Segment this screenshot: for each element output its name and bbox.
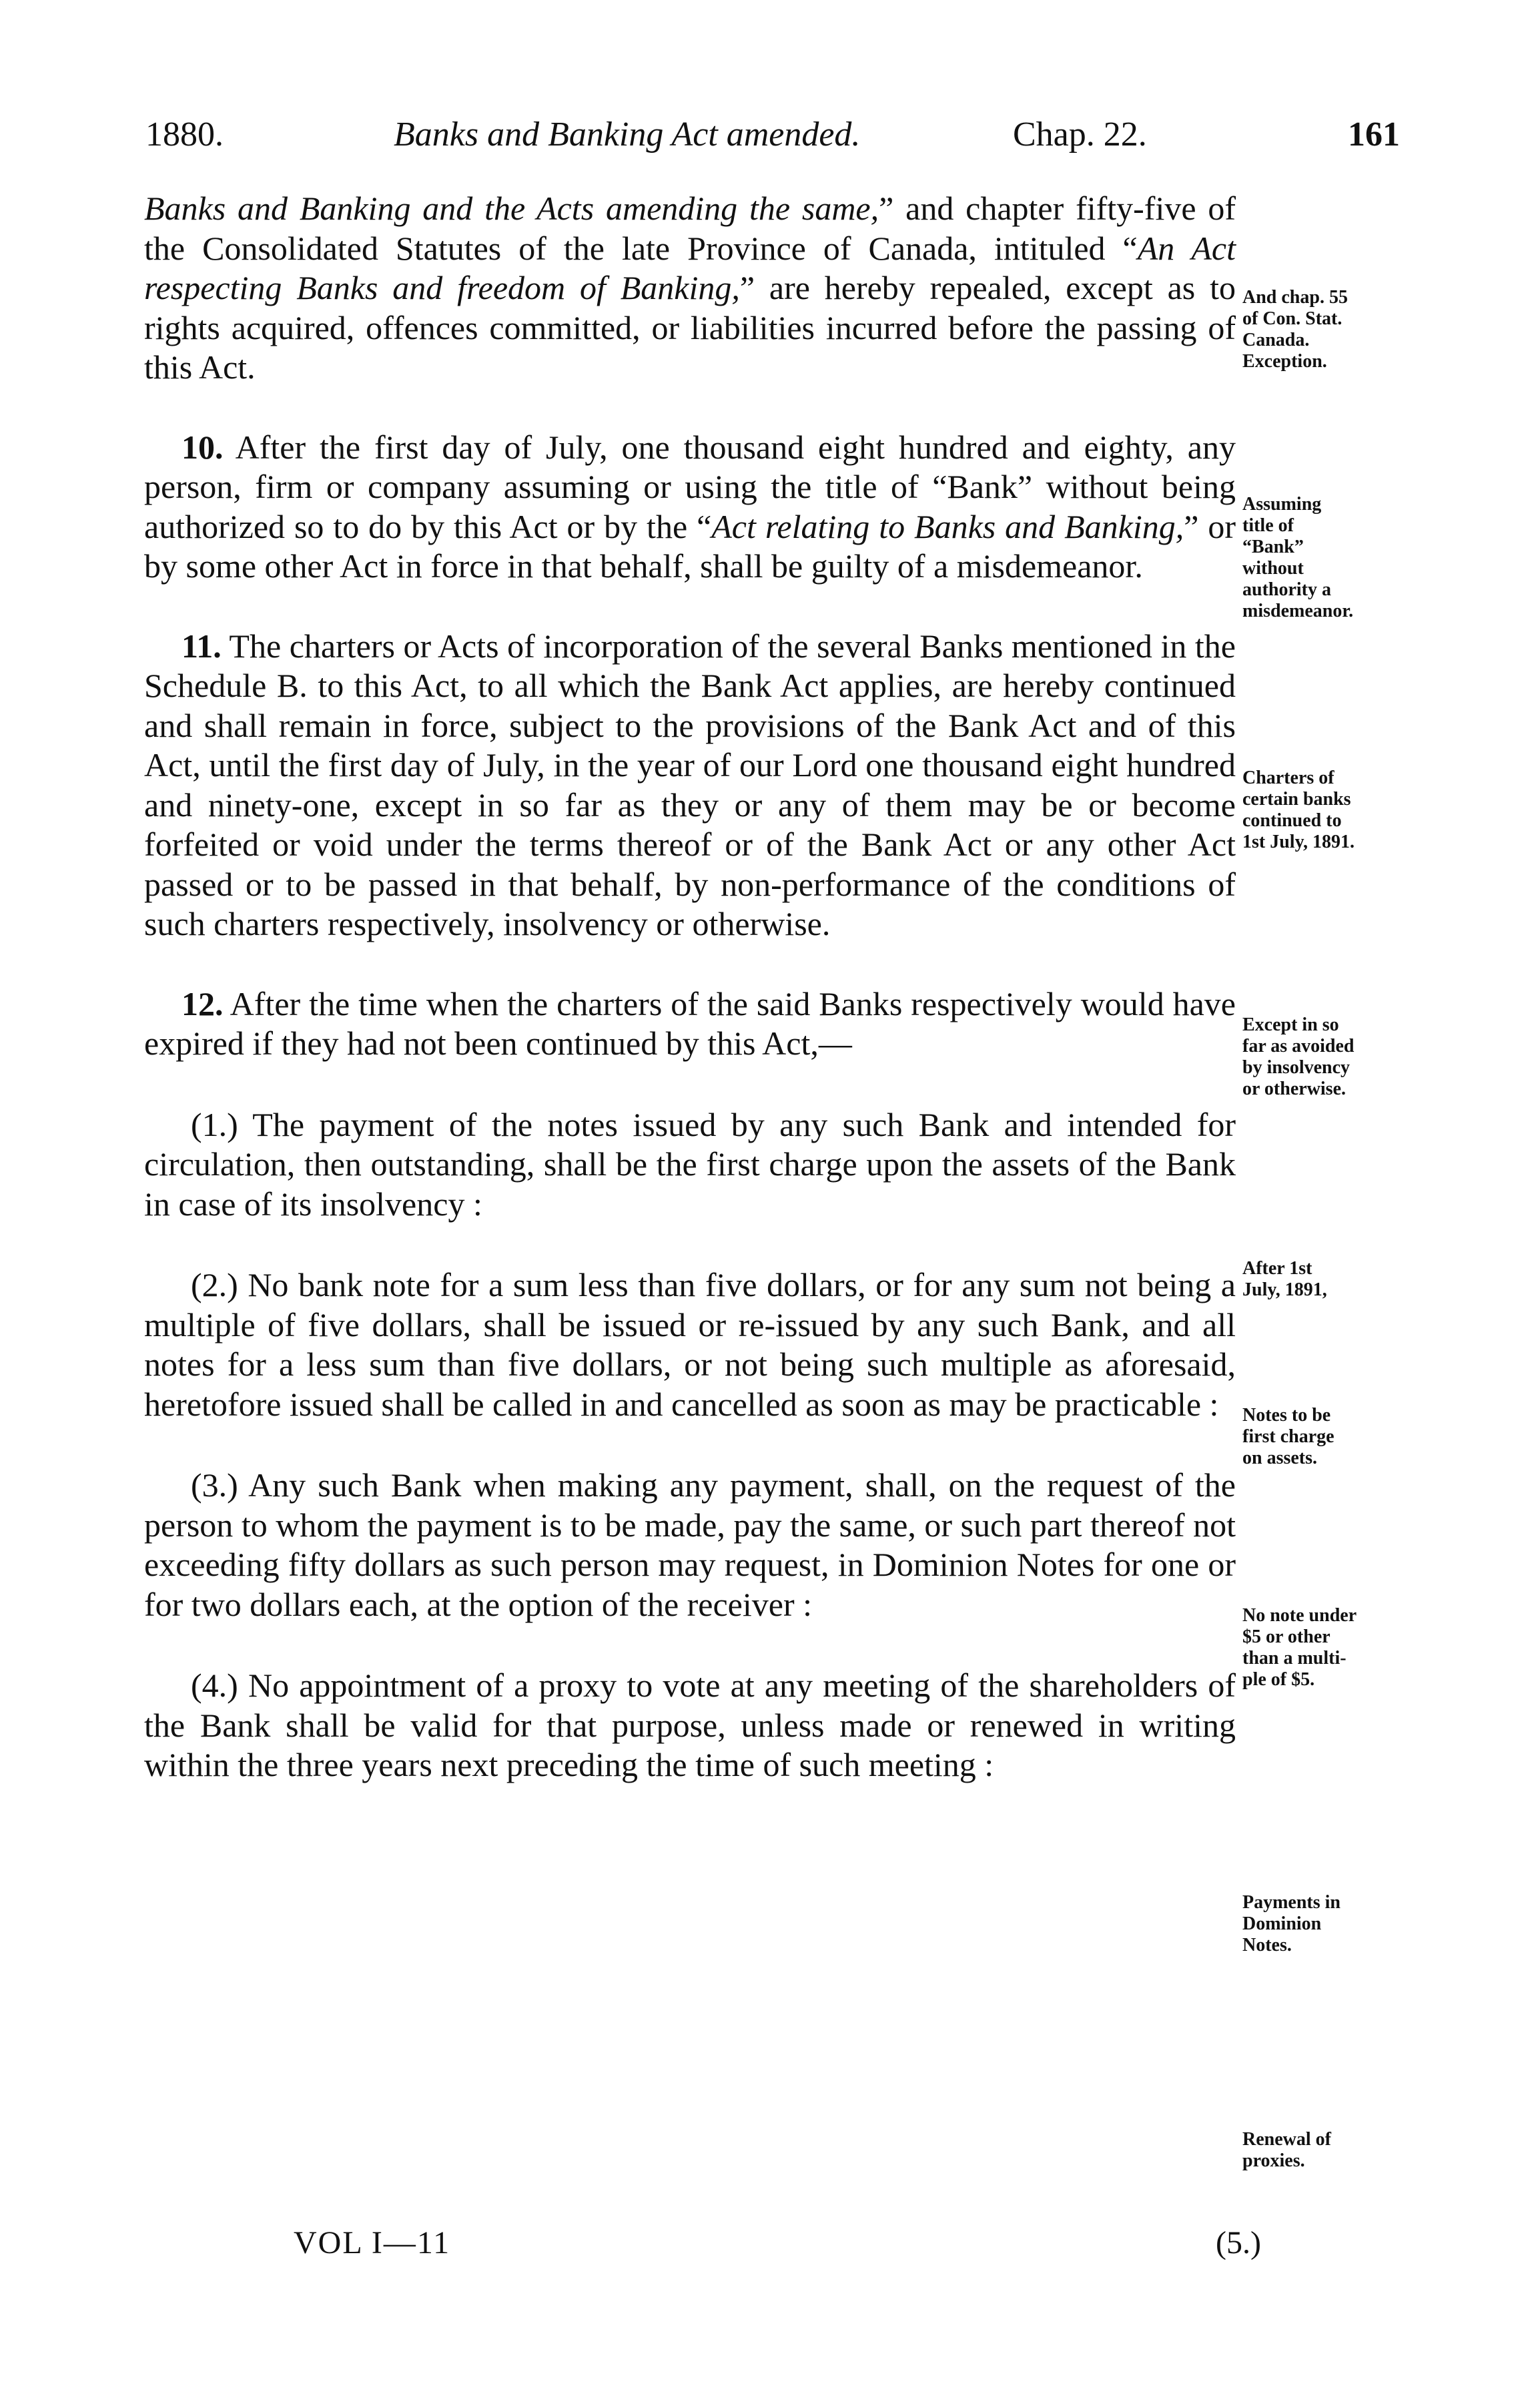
margin-note-line: Exception. (1242, 351, 1327, 372)
margin-note-notes-first-charge (1242, 1405, 1417, 1469)
margin-note-line: certain banks (1242, 789, 1351, 810)
margin-note-line: July, 1891, (1242, 1279, 1327, 1300)
section-10-italic: Act relating to Banks and Banking, (711, 507, 1184, 545)
margin-note-line: far as avoided (1242, 1036, 1355, 1057)
margin-note-line: Charters of (1242, 768, 1334, 788)
margin-note-renewal (1242, 2129, 1417, 2172)
margin-note-line: After 1st (1242, 1258, 1312, 1279)
margin-note-line: first charge (1242, 1426, 1334, 1447)
opening-italic-title: An Act respecting Banks and freedom of Banking, (144, 229, 1236, 306)
margin-note-line: Renewal of (1242, 2129, 1331, 2150)
margin-note-line: ple of $5. (1242, 1669, 1315, 1690)
margin-note-line: Notes to be (1242, 1405, 1331, 1426)
section-11-number: 11. (181, 627, 222, 665)
margin-note-except (1242, 1014, 1417, 1100)
header-running-title: Banks and Banking Act amended. (394, 115, 861, 154)
margin-note-line: by insolvency (1242, 1057, 1351, 1078)
margin-note-line: misdemeanor. (1242, 601, 1354, 621)
header-page-number: 161 (1348, 115, 1400, 154)
margin-note-line: Dominion (1242, 1913, 1322, 1934)
subsection-3: (3.) Any such Bank when making any payment, shall, on the request of the person to whom the payment is to be made, pay the same, or such part thereof not exceeding fifty dollars as such person may request, in Dominion Notes for one or for two dollars each, at the option of the receiver : (144, 1466, 1236, 1623)
margin-note-line: And chap. 55 (1242, 287, 1348, 308)
footer-signature: (5.) (1216, 2225, 1261, 2261)
opening-text-1: ” and chapter fifty-five of the Consolidated Statutes of the late Province of Canada, intituled “ (144, 190, 1236, 267)
section-10-number: 10. (181, 428, 224, 466)
section-11-text: The charters or Acts of incorporation of the several Banks mentioned in the Schedule B. to this Act, to all which the Bank Act applies, are hereby continued and shall remain in force, subject to the provisions of the Bank Act and of this Act, until the first day of July, in the year of our Lord one thousand eight hundred and ninety-one, except in so far as they or any of them may be or become forfeited or void under the terms thereof or of the Bank Act or any other Act passed or to be passed in that behalf, by non-performance of the conditions of such charters respectively, insolvency or otherwise. (144, 627, 1236, 942)
margin-note-repeal (1242, 287, 1417, 372)
subsection-2: (2.) No bank note for a sum less than five dollars, or for any sum not being a multiple of five dollars, shall be issued or re-issued by any such Bank, and all notes for a less sum than five dollars, or not being such multiple as aforesaid, heretofore issued shall be called in and cancelled as soon as may be practicable : (144, 1266, 1236, 1423)
margin-note-line: proxies. (1242, 2150, 1305, 2171)
margin-note-line: No note under (1242, 1605, 1357, 1626)
margin-note-line: “Bank” (1242, 537, 1304, 557)
section-10-text-1: After the first day of July, one thousand eight hundred and eighty, any person, firm or company assuming or using the title of “Bank” without being authorized so to do by this Act or by the “ (144, 428, 1236, 545)
margin-note-line: than a multi- (1242, 1648, 1346, 1669)
subsection-4: (4.) No appointment of a proxy to vote at any meeting of the shareholders of the Bank shall be valid for that purpose, unless made or renewed in writing within the three years next preceding the time of such meeting : (144, 1667, 1236, 1783)
margin-note-line: of Con. Stat. (1242, 308, 1342, 329)
section-10 (144, 428, 1236, 587)
subsection-1: (1.) The payment of the notes issued by any such Bank and intended for circulation, then outstanding, shall be the first charge upon the assets of the Bank in case of its insolvency : (144, 1105, 1236, 1223)
margin-note-assuming-title (1242, 494, 1417, 622)
margin-note-line: Canada. (1242, 330, 1310, 350)
section-10-text-2: ” or by some other Act in force in that behalf, shall be guilty of a misdemeanor. (144, 507, 1236, 585)
opening-text-2: ” are hereby repealed, except as to rights acquired, offences committed, or liabilities incurred before the passing of this Act. (144, 269, 1236, 386)
header-chapter: Chap. 22. (1013, 115, 1147, 154)
section-12-number: 12. (181, 984, 224, 1022)
header-year: 1880. (145, 115, 224, 154)
section-12-text: After the time when the charters of the said Banks respectively would have expired if they had not been continued by this Act,— (144, 984, 1236, 1062)
page-footer (294, 2222, 1261, 2264)
margin-note-payments (1242, 1892, 1417, 1956)
section-12 (144, 984, 1236, 1064)
margin-note-line: on assets. (1242, 1448, 1318, 1468)
margin-note-after-july (1242, 1258, 1417, 1301)
opening-italic-lead: Banks and Banking and the Acts amending the same, (144, 190, 879, 227)
body-text (144, 189, 1236, 1785)
margin-note-charters (1242, 768, 1417, 853)
margin-note-line: authority a (1242, 579, 1331, 600)
margin-note-line: $5 or other (1242, 1626, 1330, 1647)
margin-note-no-note-under (1242, 1605, 1417, 1691)
margin-note-line: Except in so (1242, 1014, 1339, 1035)
margin-note-line: Notes. (1242, 1935, 1292, 1956)
margin-note-line: or otherwise. (1242, 1079, 1346, 1099)
margin-note-line: title of (1242, 515, 1294, 536)
margin-note-line: 1st July, 1891. (1242, 832, 1355, 852)
margin-note-line: without (1242, 558, 1304, 579)
margin-note-line: Assuming (1242, 494, 1322, 515)
margin-note-line: continued to (1242, 810, 1342, 831)
opening-paragraph (144, 189, 1236, 388)
running-header (145, 108, 1400, 162)
margin-note-line: Payments in (1242, 1892, 1340, 1913)
footer-volume: VOL I—11 (294, 2225, 451, 2261)
section-11 (144, 627, 1236, 944)
